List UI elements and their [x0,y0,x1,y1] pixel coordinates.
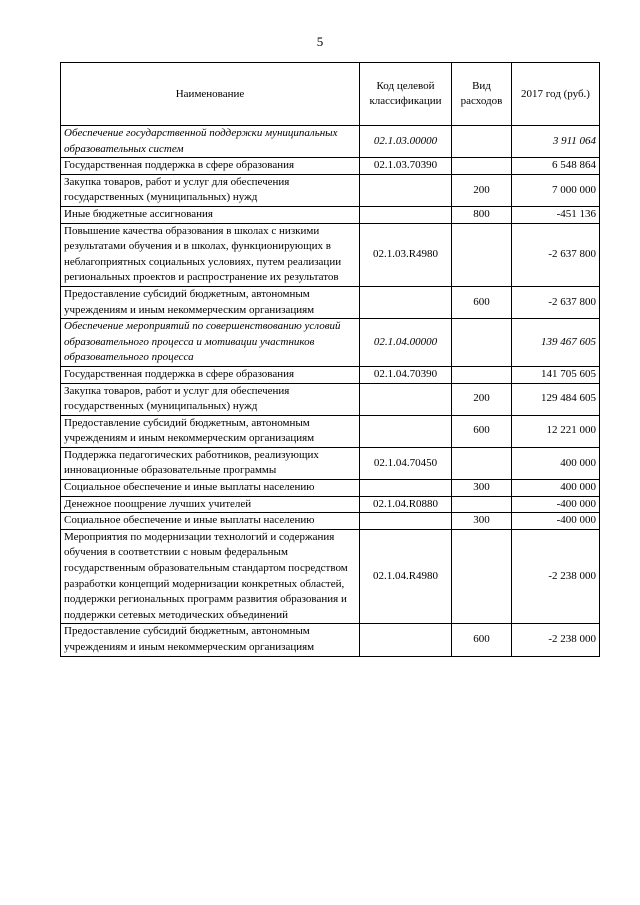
cell-expense-type: 600 [452,415,512,447]
table-row [61,447,600,479]
cell-amount: -2 637 800 [512,223,600,286]
cell-code [360,480,452,497]
table-row [61,158,600,175]
table-row [61,480,600,497]
cell-code: 02.1.04.R4980 [360,529,452,624]
page-number: 5 [316,34,324,49]
table-row [61,496,600,513]
cell-amount: 400 000 [512,480,600,497]
cell-amount: 6 548 864 [512,158,600,175]
cell-code [360,624,452,656]
cell-name: Предоставление субсидий бюджетным, автономным учреждениям и иным некоммерческим организациям [61,415,360,447]
cell-expense-type [452,319,512,367]
cell-expense-type [452,158,512,175]
cell-code: 02.1.03.R4980 [360,223,452,286]
cell-name: Повышение качества образования в школах с низкими результатами обучения и в школах, функционирующих в неблагоприятных социальных условиях, путем реализации региональных проектов и распространение их результатов [61,223,360,286]
cell-expense-type: 300 [452,513,512,530]
cell-code [360,415,452,447]
cell-expense-type [452,366,512,383]
cell-expense-type: 600 [452,624,512,656]
table-row [61,624,600,656]
column-header-code: Код целевой классификации [360,63,452,126]
table-row [61,529,600,624]
cell-code [360,383,452,415]
table-row [61,126,600,158]
cell-amount: 139 467 605 [512,319,600,367]
table-row [61,286,600,318]
column-header-name: Наименование [61,63,360,126]
table-row [61,206,600,223]
cell-name: Предоставление субсидий бюджетным, автономным учреждениям и иным некоммерческим организациям [61,624,360,656]
cell-expense-type: 600 [452,286,512,318]
cell-name: Социальное обеспечение и иные выплаты населению [61,480,360,497]
cell-amount: -400 000 [512,496,600,513]
cell-code: 02.1.04.70450 [360,447,452,479]
table-row [61,319,600,367]
column-header-type: Вид расходов [452,63,512,126]
cell-expense-type: 800 [452,206,512,223]
column-header-amount: 2017 год (руб.) [512,63,600,126]
cell-name: Закупка товаров, работ и услуг для обеспечения государственных (муниципальных) нужд [61,174,360,206]
table-row [61,383,600,415]
cell-name: Закупка товаров, работ и услуг для обеспечения государственных (муниципальных) нужд [61,383,360,415]
table-row [61,513,600,530]
cell-code [360,206,452,223]
cell-name: Мероприятия по модернизации технологий и содержания обучения в соответствии с новым федеральным государственным образовательным стандартом посредством разработки концепций модернизации конкретных областей, поддержки региональных программ развития образования и поддержки сетевых методических объединений [61,529,360,624]
cell-expense-type [452,126,512,158]
cell-expense-type [452,223,512,286]
table-header-row [61,63,600,126]
cell-amount: 129 484 605 [512,383,600,415]
cell-amount: 12 221 000 [512,415,600,447]
cell-expense-type [452,447,512,479]
cell-amount: 7 000 000 [512,174,600,206]
cell-name: Обеспечение мероприятий по совершенствованию условий образовательного процесса и мотивации участников образовательного процесса [61,319,360,367]
table-body [61,126,600,657]
cell-code [360,174,452,206]
cell-name: Обеспечение государственной поддержки муниципальных образовательных систем [61,126,360,158]
cell-amount: -2 238 000 [512,529,600,624]
table-row [61,174,600,206]
cell-expense-type [452,529,512,624]
budget-table [60,62,600,657]
cell-expense-type: 300 [452,480,512,497]
cell-amount: 141 705 605 [512,366,600,383]
cell-expense-type: 200 [452,174,512,206]
cell-expense-type [452,496,512,513]
cell-name: Государственная поддержка в сфере образования [61,158,360,175]
table-row [61,366,600,383]
cell-name: Государственная поддержка в сфере образования [61,366,360,383]
table-row [61,223,600,286]
cell-amount: 3 911 064 [512,126,600,158]
cell-name: Денежное поощрение лучших учителей [61,496,360,513]
cell-amount: -451 136 [512,206,600,223]
cell-code: 02.1.03.00000 [360,126,452,158]
cell-amount: -2 637 800 [512,286,600,318]
cell-code: 02.1.03.70390 [360,158,452,175]
cell-code: 02.1.04.00000 [360,319,452,367]
table-row [61,415,600,447]
cell-code [360,286,452,318]
cell-name: Предоставление субсидий бюджетным, автономным учреждениям и иным некоммерческим организациям [61,286,360,318]
cell-name: Иные бюджетные ассигнования [61,206,360,223]
cell-code: 02.1.04.R0880 [360,496,452,513]
cell-amount: 400 000 [512,447,600,479]
cell-name: Социальное обеспечение и иные выплаты населению [61,513,360,530]
cell-amount: -2 238 000 [512,624,600,656]
cell-amount: -400 000 [512,513,600,530]
cell-code [360,513,452,530]
cell-name: Поддержка педагогических работников, реализующих инновационные образовательные программы [61,447,360,479]
cell-expense-type: 200 [452,383,512,415]
cell-code: 02.1.04.70390 [360,366,452,383]
